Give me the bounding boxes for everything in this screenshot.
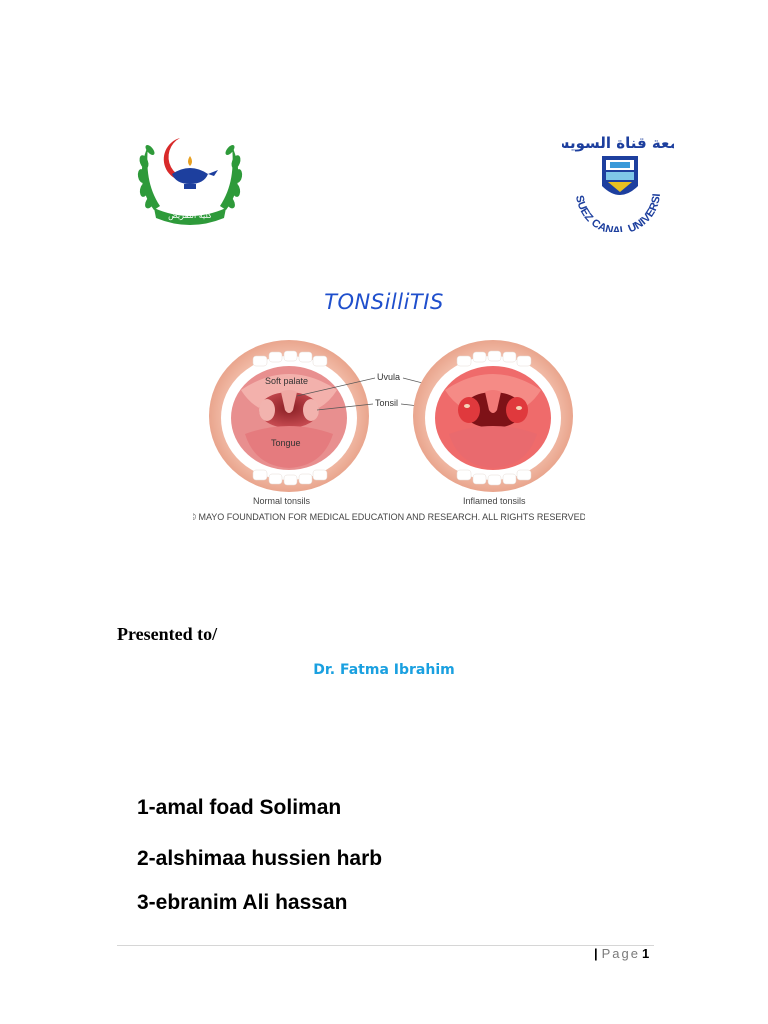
nursing-faculty-logo [134, 132, 246, 233]
member-2: 2-alshimaa hussien harb [137, 847, 383, 870]
supervisor-name: Dr. Fatma Ibrahim [313, 662, 455, 678]
normal-tonsils-illustration [209, 340, 369, 492]
svg-text:كلية التمريض: كلية التمريض [168, 211, 212, 220]
footer-separator: | [594, 946, 598, 961]
svg-text:Normal tonsils: Normal tonsils [253, 496, 311, 506]
presented-to-label: Presented to/ [117, 624, 218, 644]
footer-divider [117, 945, 654, 946]
document-title: TONSilliTIS [324, 290, 444, 314]
svg-text:Uvula: Uvula [377, 372, 401, 382]
svg-text:SUEZ CANAL UNIVERSITY: SUEZ CANAL UNIVERSI [573, 193, 663, 232]
tonsils-diagram [193, 338, 585, 535]
inflamed-tonsils-illustration [413, 340, 573, 492]
member-3: 3-ebranim Ali hassan [137, 891, 348, 914]
svg-text:Soft palate: Soft palate [265, 376, 309, 386]
svg-text:Tongue: Tongue [271, 438, 301, 448]
svg-text:Inflamed tonsils: Inflamed tonsils [463, 496, 526, 506]
member-1: 1-amal foad Soliman [137, 796, 342, 819]
page-label: Page [601, 946, 641, 961]
page-number: 1 [642, 946, 650, 961]
svg-text:Tonsil: Tonsil [375, 398, 399, 408]
svg-text:© MAYO FOUNDATION FOR MEDICAL: © MAYO FOUNDATION FOR MEDICAL EDUCATION AND RESEARCH. ALL RIGHTS RESERVED. [193, 512, 585, 522]
page-footer [594, 946, 649, 961]
suez-canal-university-logo [562, 128, 674, 237]
svg-text:جامعة قناة السويس: عة قناة السوي [569, 134, 670, 152]
